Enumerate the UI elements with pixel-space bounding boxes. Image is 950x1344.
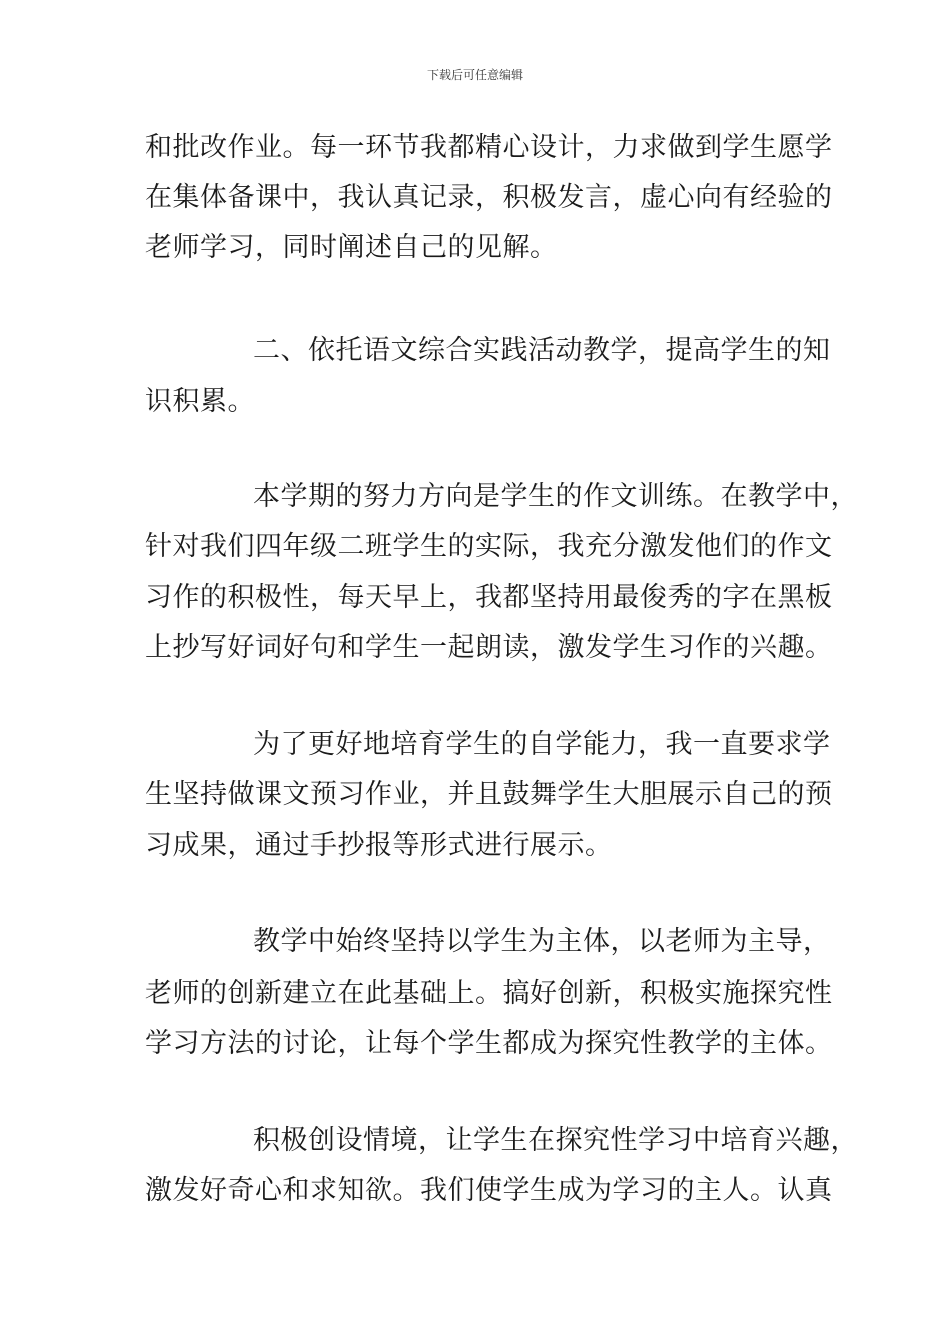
section-heading-cont: 识积累。 [145,386,255,417]
text-line: 教学中始终坚持以学生为主体，以老师为主导， [253,926,831,957]
text-line: 为了更好地培育学生的自学能力，我一直要求学 [253,729,831,760]
text-line: 生坚持做课文预习作业，并且鼓舞学生大胆展示自己的预 [145,779,833,810]
section-heading: 二、依托语文综合实践活动教学，提高学生的知 [253,335,831,366]
text-line: 和批改作业。每一环节我都精心设计，力求做到学生愿学 [145,132,833,163]
text-line: 老师的创新建立在此基础上。搞好创新，积极实施探究性 [145,978,833,1009]
text-line: 积极创设情境，让学生在探究性学习中培育兴趣， [253,1125,858,1156]
text-line: 习作的积极性，每天早上，我都坚持用最俊秀的字在黑板 [145,582,833,613]
page-header: 下载后可任意编辑 [426,68,523,82]
text-line: 上抄写好词好句和学生一起朗读，激发学生习作的兴趣。 [145,632,833,663]
text-line: 老师学习，同时阐述自己的见解。 [145,232,558,263]
text-line: 学习方法的讨论，让每个学生都成为探究性教学的主体。 [145,1028,833,1059]
text-line: 激发好奇心和求知欲。我们使学生成为学习的主人。认真 [145,1175,833,1206]
text-line: 本学期的努力方向是学生的作文训练。在教学中， [253,481,858,512]
text-line: 针对我们四年级二班学生的实际，我充分激发他们的作文 [145,531,833,562]
text-line: 在集体备课中，我认真记录，积极发言，虚心向有经验的 [145,182,833,213]
text-line: 习成果，通过手抄报等形式进行展示。 [145,830,613,861]
